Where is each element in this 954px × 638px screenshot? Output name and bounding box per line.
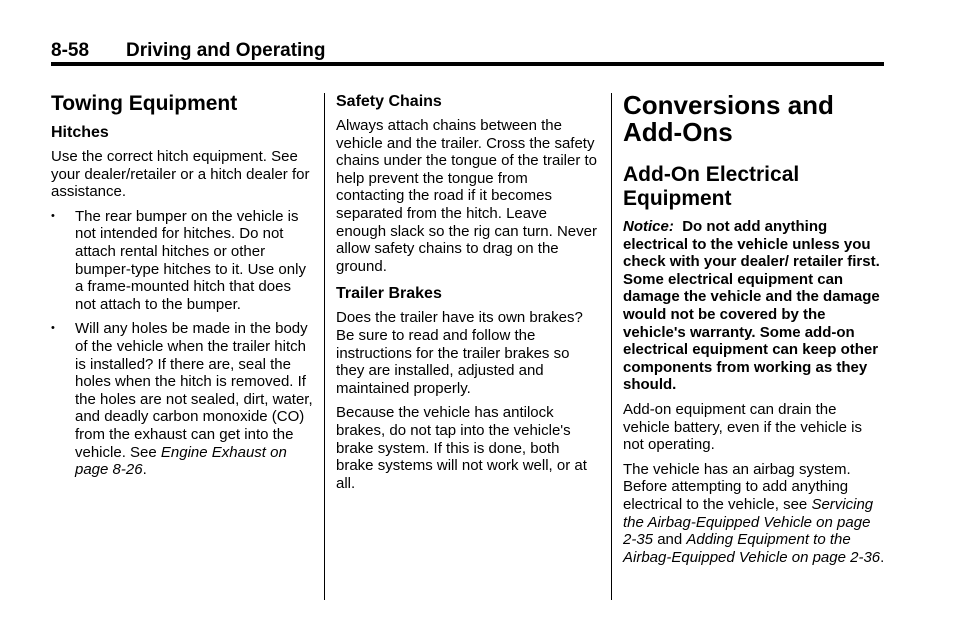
bullet-text: Will any holes be made in the body of the vehicle when the trailer hitch is installed? If there are, seal the holes when the hitch is removed. If the holes are not sealed, dirt, water, and deadly carbon monoxide (CO) from the exhaust can get into the vehicle. See bbox=[75, 320, 313, 461]
and-text: and bbox=[653, 531, 687, 549]
page-header bbox=[51, 38, 884, 64]
notice-text: Do not add anything electrical to the vehicle unless you check with your dealer/ retailer first. Some electrical equipment can damage the vehicle and the damage would not be covered by the vehicle's warranty. Some add-on electrical equipment can keep other components from working as they should. bbox=[623, 218, 880, 394]
bullet-glyph: • bbox=[51, 322, 55, 335]
page-number: 8-58 bbox=[51, 40, 90, 61]
column-divider bbox=[324, 93, 325, 600]
adding-equipment-link[interactable]: Adding Equipment to the Airbag-Equipped Vehicle on page 2‑36 bbox=[623, 531, 881, 566]
bullet-glyph: • bbox=[51, 209, 55, 222]
column-right bbox=[623, 92, 885, 573]
trailer-brakes-heading: Trailer Brakes bbox=[336, 285, 442, 303]
trailer-brakes-text-2: Because the vehicle has antilock brakes, do not tap into the vehicle's brake system. If this is done, both brake systems will not work well, or at all. bbox=[336, 404, 587, 492]
servicing-airbag-link[interactable]: Servicing the Airbag-Equipped Vehicle on page 2‑35 bbox=[623, 495, 874, 549]
hitches-heading: Hitches bbox=[51, 124, 109, 141]
airbag-paragraph bbox=[623, 461, 885, 567]
column-divider bbox=[611, 93, 612, 600]
notice-paragraph bbox=[623, 218, 885, 394]
list-item bbox=[51, 208, 313, 314]
column-middle bbox=[336, 92, 600, 499]
safety-chains-text: Always attach chains between the vehicle and the trailer. Cross the safety chains under the tongue of the trailer to help prevent the tongue from contacting the road if it becomes separated from the hitch. Leave enough slack so the rig can turn. Never allow safety chains to drag on the ground. bbox=[336, 117, 598, 275]
header-rule bbox=[51, 62, 884, 66]
airbag-text: The vehicle has an airbag system. Before attempting to add anything electrical to the vehicle, see bbox=[623, 460, 851, 513]
notice-label: Notice: bbox=[623, 218, 674, 235]
add-on-electrical-heading: Add-On Electrical Equipment bbox=[623, 163, 800, 210]
conversions-heading: Conversions and Add-Ons bbox=[623, 90, 834, 147]
section-title: Driving and Operating bbox=[126, 40, 326, 61]
list-item bbox=[51, 320, 313, 478]
safety-chains-heading: Safety Chains bbox=[336, 93, 442, 110]
bullet-text: The rear bumper on the vehicle is not intended for hitches. Do not attach rental hitches or other bumper-type hitches to it. Use only a frame-mounted hitch that does not attach to the bumper. bbox=[75, 207, 306, 313]
trailer-brakes-text-1: Does the trailer have its own brakes? Be sure to read and follow the instructions for the trailer brakes so they are installed, adjusted and maintained properly. bbox=[336, 309, 583, 397]
add-on-battery-text: Add-on equipment can drain the vehicle battery, even if the vehicle is not operating. bbox=[623, 400, 863, 454]
bullet-end: . bbox=[142, 461, 147, 479]
hitches-intro: Use the correct hitch equipment. See your dealer/retailer or a hitch dealer for assistance. bbox=[51, 148, 310, 201]
hitches-bullet-list bbox=[51, 208, 313, 479]
column-left bbox=[51, 92, 313, 486]
airbag-end: . bbox=[880, 548, 885, 566]
towing-equipment-heading: Towing Equipment bbox=[51, 92, 238, 115]
engine-exhaust-link[interactable]: Engine Exhaust on page 8‑26 bbox=[75, 443, 287, 479]
